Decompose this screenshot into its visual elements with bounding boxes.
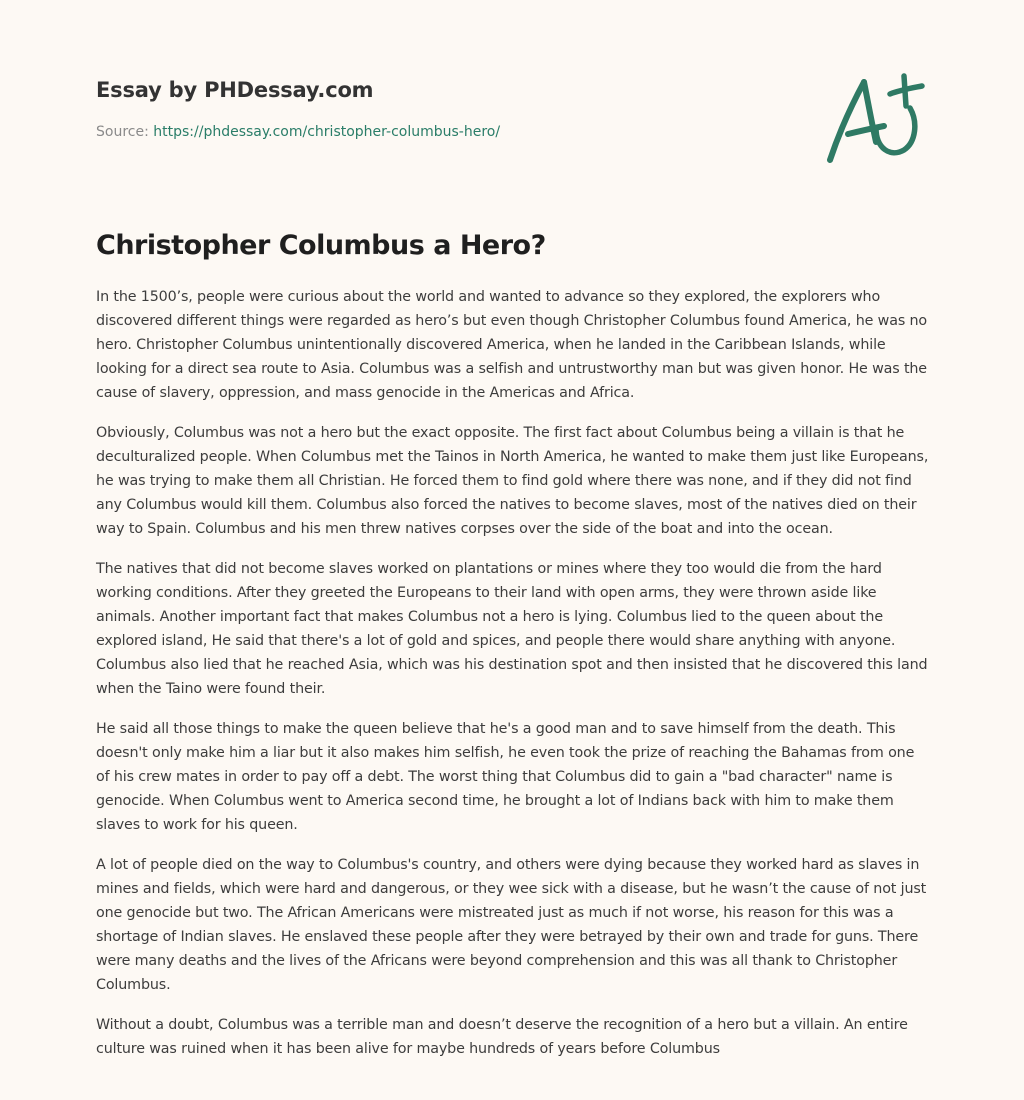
source-line	[96, 122, 796, 142]
source-link[interactable]: https://phdessay.com/christopher-columbus-hero/	[153, 124, 501, 140]
essay-title: Christopher Columbus a Hero?	[96, 230, 546, 261]
essay-paragraph: Without a doubt, Columbus was a terrible man and doesn’t deserve the recognition of a hero but a villain. An entire culture was ruined when it has been alive for maybe hundreds of years before Columbus	[96, 1017, 908, 1057]
essay-paragraph: The natives that did not become slaves worked on plantations or mines where they too would die from the hard working conditions. After they greeted the Europeans to their land with open arms, they were thrown aside like animals. Another important fact that makes Columbus not a hero is lying. Columbus lied to the queen about the explored island, He said that there's a lot of gold and spices, and people there would share anything with anyone. Columbus also lied that he reached Asia, which was his destination spot and then insisted that he discovered this land when the Taino were found their.	[96, 561, 928, 697]
source-label: Source:	[96, 124, 149, 140]
essay-paragraph: Obviously, Columbus was not a hero but the exact opposite. The first fact about Columbus being a villain is that he deculturalized people. When Columbus met the Tainos in North America, he wanted to make them just like Europeans, he was trying to make them all Christian. He forced them to find gold where there was none, and if they did not find any Columbus would kill them. Columbus also forced the natives to become slaves, most of the natives died on their way to Spain. Columbus and his men threw natives corpses over the side of the boat and into the ocean.	[96, 425, 929, 537]
a-plus-grade-icon	[818, 66, 930, 166]
essay-body	[96, 285, 932, 1077]
essay-paragraph: In the 1500’s, people were curious about the world and wanted to advance so they explored, the explorers who discovered different things were regarded as hero’s but even though Christopher Columbus found America, he was no hero. Christopher Columbus unintentionally discovered America, when he landed in the Caribbean Islands, while looking for a direct sea route to Asia. Columbus was a selfish and untrustworthy man but was given honor. He was the cause of slavery, oppression, and mass genocide in the Americas and Africa.	[96, 289, 928, 401]
essay-paragraph: A lot of people died on the way to Columbus's country, and others were dying because they worked hard as slaves in mines and fields, which were hard and dangerous, or they wee sick with a disease, but he wasn’t the cause of not just one genocide but two. The African Americans were mistreated just as much if not worse, his reason for this was a shortage of Indian slaves. He enslaved these people after they were betrayed by their own and trade for guns. There were many deaths and the lives of the Africans were beyond comprehension and this was all thank to Christopher Columbus.	[96, 857, 927, 993]
page-header	[96, 76, 796, 142]
essay-paragraph: He said all those things to make the queen believe that he's a good man and to save himself from the death. This doesn't only make him a liar but it also makes him selfish, he even took the prize of reaching the Bahamas from one of his crew mates in order to pay off a debt. The worst thing that Columbus did to gain a "bad character" name is genocide. When Columbus went to America second time, he brought a lot of Indians back with him to make them slaves to work for his queen.	[96, 721, 915, 833]
brand-title: Essay by PHDessay.com	[96, 78, 374, 102]
